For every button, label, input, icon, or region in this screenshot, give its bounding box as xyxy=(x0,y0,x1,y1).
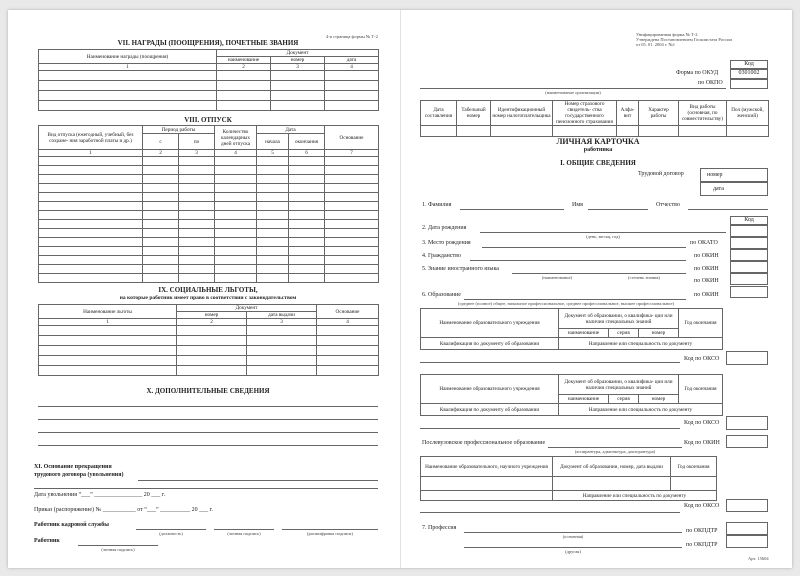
card-subtitle: работника xyxy=(583,147,613,153)
edu3-col-spec: Направление или специальность по документу xyxy=(553,491,717,501)
vac-col-type: Вид отпуска (ежегодный, учебный, без сохране- ния заработной платы и др.) xyxy=(39,126,143,150)
education-table-2 xyxy=(420,374,769,416)
code-header-box xyxy=(730,60,768,69)
profession-main-code[interactable] xyxy=(726,522,768,535)
awards-col-doc-name: наименование xyxy=(217,57,271,64)
card-title: ЛИЧНАЯ КАРТОЧКА xyxy=(556,137,640,146)
section-11-title: XI. Основание прекращения xyxy=(34,464,112,470)
section-7-title: VII. НАГРАДЫ (ПООЩРЕНИЯ), ПОЧЕТНЫЕ ЗВАНИЯ xyxy=(117,39,299,47)
approved-date: от 05. 01. 2004 г. №1 xyxy=(636,42,676,47)
col-inn: Идентификационный номер налогоплательщика xyxy=(491,101,553,126)
code-header: Код xyxy=(744,61,754,67)
language-level-caption: (степень знания) xyxy=(627,275,661,280)
edu1-col-doc-ser: серия xyxy=(609,329,639,338)
edu1-col-qual: Квалификация по документу об образовании xyxy=(421,338,559,350)
okin2-label: по ОКИН xyxy=(694,266,719,272)
col-snils: Номер страхового свидетель- ства государственного пенсионного страхования xyxy=(553,101,617,126)
benefits-table xyxy=(38,304,379,376)
okud-value-box[interactable] xyxy=(730,69,768,79)
page-fold xyxy=(400,10,401,568)
section-11-title2: трудового договора (увольнения) xyxy=(34,472,124,478)
page-ref: 4-я страница формы № Т-2 xyxy=(326,34,378,39)
col-num: 3 xyxy=(247,319,317,326)
language-name-caption: (наименование) xyxy=(541,275,573,280)
unified-form-label: Унифицированная форма № Т-2 xyxy=(636,32,698,37)
language-level-code[interactable] xyxy=(730,273,768,285)
edu2-col-year: Год окончания xyxy=(679,375,723,404)
col-work-type: Вид работы (основная, по совместительству) xyxy=(679,101,727,126)
vac-col-basis: Основание xyxy=(325,126,379,150)
awards-col-doc-num: номер xyxy=(271,57,325,64)
education-label: 6. Образование xyxy=(422,292,461,298)
edu3-okso-label: Код по ОКСО xyxy=(684,503,720,509)
awards-col-name: Наименование награды (поощрения) xyxy=(39,50,217,64)
section-9-subtitle: на которые работник имеет право в соответствии с законодательством xyxy=(119,295,297,301)
approved-label: Утверждена Постановлением Госкомстата России xyxy=(636,37,732,42)
edu1-col-spec: Направление или специальность по документу xyxy=(559,338,723,350)
article-number: Арт. 15604 xyxy=(748,556,769,561)
col-tab-num: Табельный номер xyxy=(457,101,491,126)
vacation-table xyxy=(38,125,379,283)
profession-main-caption: (основная) xyxy=(562,534,584,539)
edu1-col-doc: Документ об образовании, о квалифика- ции или наличии специальных знаний xyxy=(559,309,679,329)
col-date: Дата составления xyxy=(421,101,457,126)
contract-label: Трудовой договор xyxy=(638,171,684,177)
edu1-col-year: Год окончания xyxy=(679,309,723,338)
col-num: 5 xyxy=(257,150,289,157)
col-num: 2 xyxy=(217,64,271,71)
awards-col-doc: Документ xyxy=(217,50,379,57)
birth-place-label: 3. Место рождения xyxy=(422,240,471,246)
code-header2: Код xyxy=(744,217,754,223)
citizenship-label: 4. Гражданство xyxy=(422,253,461,259)
form-sheet xyxy=(8,10,792,568)
section-8-title: VIII. ОТПУСК xyxy=(184,116,232,124)
col-gender: Пол (мужской, женский) xyxy=(727,101,769,126)
education-table-3 xyxy=(420,456,769,501)
okin5-label: Код по ОКИН xyxy=(684,440,720,446)
okato-code[interactable] xyxy=(730,237,768,249)
section-1-title: I. ОБЩИЕ СВЕДЕНИЯ xyxy=(560,159,636,167)
contract-date-box[interactable] xyxy=(700,182,768,196)
vac-col-days: Количество календарных дней отпуска xyxy=(215,126,257,150)
okpo-label: по ОКПО xyxy=(698,80,723,86)
postgrad-code[interactable] xyxy=(726,435,768,448)
edu1-okso-code[interactable] xyxy=(726,351,768,365)
edu3-col-doc: Документ об образовании, номер, дата выдачи xyxy=(553,457,671,477)
edu3-okso-code[interactable] xyxy=(726,499,768,512)
vac-col-from: с xyxy=(143,134,179,150)
vac-col-end: окончания xyxy=(289,134,325,150)
edu1-okso-label: Код по ОКСО xyxy=(684,356,720,362)
citizenship-code[interactable] xyxy=(730,249,768,261)
col-num: 2 xyxy=(177,319,247,326)
hr-decode-caption: (расшифровка подписи) xyxy=(307,531,353,536)
hr-position-caption: (должность) xyxy=(159,531,183,536)
education-code[interactable] xyxy=(730,286,768,298)
col-num: 7 xyxy=(325,150,379,157)
code-header2-box xyxy=(730,216,768,225)
okin1-label: по ОКИН xyxy=(694,253,719,259)
employee-sign-caption: (личная подпись) xyxy=(101,547,135,552)
col-work-nature: Характер работы xyxy=(639,101,679,126)
vac-col-to: по xyxy=(179,134,215,150)
employee-label: Работник xyxy=(34,538,60,544)
edu3-col-inst: Наименование образовательного, научного учреждения xyxy=(421,457,553,477)
col-num: 2 xyxy=(143,150,179,157)
okpo-value-box[interactable] xyxy=(730,79,768,89)
col-num: 4 xyxy=(325,64,379,71)
profession-other-caption: (другая) xyxy=(565,549,581,554)
hr-sign-caption: (личная подпись) xyxy=(227,531,261,536)
edu2-okso-label: Код по ОКСО xyxy=(684,420,720,426)
patronymic-label: Отчество xyxy=(656,202,680,208)
edu2-col-inst: Наименование образовательного учреждения xyxy=(421,375,559,404)
benefits-col-name: Наименование льготы xyxy=(39,305,177,319)
edu2-col-spec: Направление или специальность по документу xyxy=(559,404,723,416)
col-num: 1 xyxy=(39,150,143,157)
edu3-col-year: Год окончания xyxy=(671,457,717,477)
col-num: 6 xyxy=(289,150,325,157)
edu1-col-inst: Наименование образовательного учреждения xyxy=(421,309,559,338)
card-header-table xyxy=(420,100,769,137)
language-code[interactable] xyxy=(730,261,768,273)
dismissal-order: Приказ (распоряжение) № ___________ от “___” __________ 20 ___ г. xyxy=(34,507,213,513)
education-table-1 xyxy=(420,308,769,350)
okpdtr1-label: по ОКПДТР xyxy=(686,528,718,534)
hr-worker-label: Работник кадровой службы xyxy=(34,522,109,528)
vac-col-period: Период работы xyxy=(143,126,215,134)
awards-col-doc-date: дата xyxy=(325,57,379,64)
benefits-col-basis: Основание xyxy=(317,305,379,319)
benefits-col-date: дата выдачи xyxy=(247,312,317,319)
col-alphabet: Алфа- вит xyxy=(617,101,639,126)
col-num: 3 xyxy=(271,64,325,71)
benefits-col-doc: Документ xyxy=(177,305,317,312)
postgrad-label: Послевузовское профессиональное образование xyxy=(422,440,546,446)
edu2-col-doc: Документ об образовании, о квалифика- ции или наличии специальных знаний xyxy=(559,375,679,395)
birth-date-caption: (день, месяц, год) xyxy=(586,234,620,239)
edu2-col-qual: Квалификация по документу об образовании xyxy=(421,404,559,416)
birth-date-label: 2. Дата рождения xyxy=(422,225,467,231)
section-10-title: X. ДОПОЛНИТЕЛЬНЫЕ СВЕДЕНИЯ xyxy=(146,387,270,395)
vac-col-date: Дата xyxy=(257,126,325,134)
edu1-col-doc-num: номер xyxy=(639,329,679,338)
section-9-title: IX. СОЦИАЛЬНЫЕ ЛЬГОТЫ, xyxy=(158,286,258,294)
postgrad-caption: (аспирантура, адъюнктура, докторантура) xyxy=(574,449,656,454)
surname-label: 1. Фамилия xyxy=(422,202,452,208)
awards-table xyxy=(38,49,379,111)
profession-other-code[interactable] xyxy=(726,535,768,548)
okud-label: Форма по ОКУД xyxy=(676,70,719,76)
name-label: Имя xyxy=(572,202,583,208)
okud-value: 0301002 xyxy=(738,70,760,76)
education-caption: (среднее (полное) общее, начальное профессиональное, среднее профессиональное, высшее профессиональное) xyxy=(458,301,674,306)
okato-label: по ОКАТО xyxy=(690,240,718,246)
edu2-col-doc-ser: серия xyxy=(609,395,639,404)
edu2-col-doc-num: номер xyxy=(639,395,679,404)
col-num: 1 xyxy=(39,319,177,326)
edu2-col-doc-name: наименование xyxy=(559,395,609,404)
col-num: 1 xyxy=(39,64,217,71)
col-num: 4 xyxy=(317,319,379,326)
okin3-label: по ОКИН xyxy=(694,278,719,284)
okin4-label: по ОКИН xyxy=(694,292,719,298)
org-caption: (наименование организации) xyxy=(545,90,601,95)
dismissal-date: Дата увольнения “___” ________________ 20 ___ г. xyxy=(34,492,166,498)
contract-number-box[interactable] xyxy=(700,168,768,182)
language-label: 5. Знание иностранного языка xyxy=(422,266,499,272)
profession-label: 7. Профессия xyxy=(422,525,457,531)
contract-number-label: номер xyxy=(707,172,723,178)
birth-date-code[interactable] xyxy=(730,225,768,237)
okpdtr2-label: по ОКПДТР xyxy=(686,542,718,548)
edu1-col-doc-name: наименование xyxy=(559,329,609,338)
benefits-col-num: номер xyxy=(177,312,247,319)
col-num: 4 xyxy=(215,150,257,157)
col-num: 3 xyxy=(179,150,215,157)
vac-col-start: начала xyxy=(257,134,289,150)
edu2-okso-code[interactable] xyxy=(726,416,768,430)
contract-date-label: дата xyxy=(713,186,724,192)
